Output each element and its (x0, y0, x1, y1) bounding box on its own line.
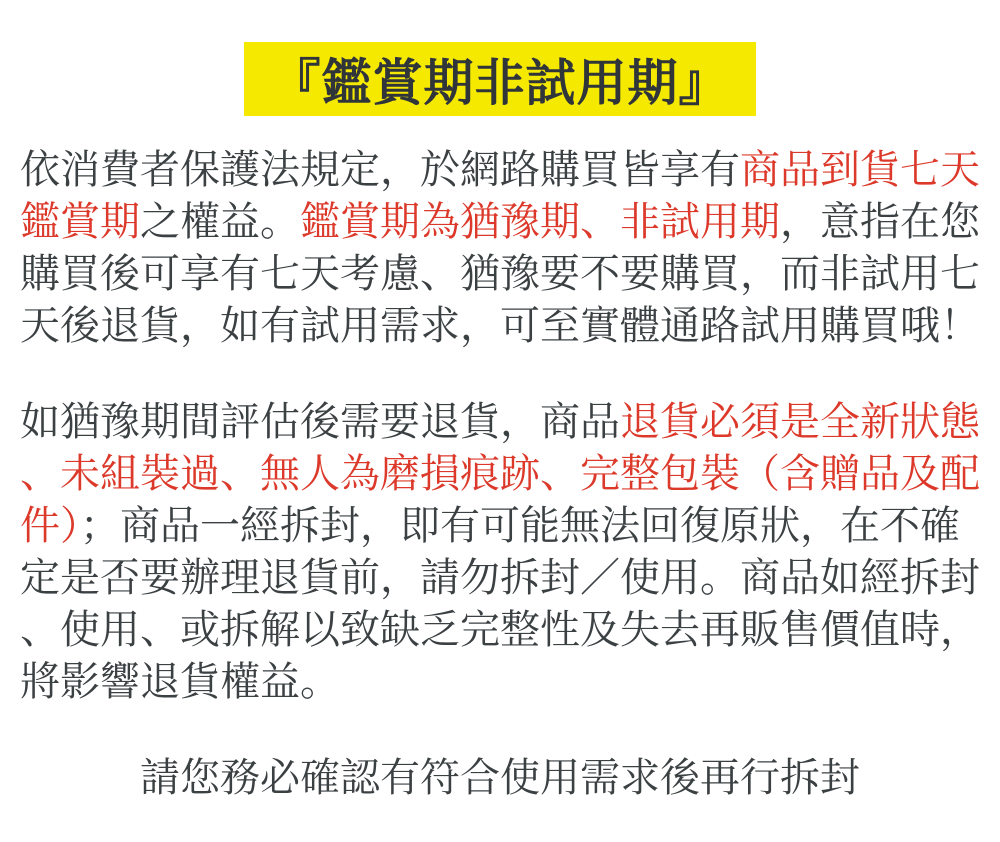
body-text-segment: 之權益。 (140, 200, 300, 244)
body-text-segment: 定是否要辦理退貨前，請勿拆封／使用。商品如經拆封 (20, 556, 980, 600)
page-title: 『鑑賞期非試用期』 (270, 55, 730, 111)
appreciation-period-notice (20, 144, 980, 352)
text-line (20, 500, 980, 552)
body-text-segment: 購買後可享有七天考慮、猶豫要不要購買，而非試用七 (20, 252, 980, 296)
highlighted-text-segment: 商品到貨七天 (740, 148, 980, 192)
highlighted-text-segment: 退貨必須是全新狀態 (620, 400, 980, 444)
notice-page (0, 42, 1000, 842)
title-banner (244, 42, 756, 116)
body-text-segment: ，意指在您 (780, 200, 980, 244)
body-text-segment: ；商品一經拆封，即有可能無法回復原狀，在不確 (80, 504, 960, 548)
return-conditions-notice (20, 396, 980, 708)
highlighted-text-segment: 件） (20, 504, 80, 548)
body-text-segment: 依消費者保護法規定，於網路購買皆享有 (20, 148, 740, 192)
text-line (20, 396, 980, 448)
text-line (20, 248, 980, 300)
highlighted-text-segment: 、未組裝過、無人為磨損痕跡、完整包裝（含贈品及配 (20, 452, 980, 496)
footer-note: 請您務必確認有符合使用需求後再行拆封 (140, 756, 860, 800)
text-line (20, 656, 980, 708)
text-line (20, 144, 980, 196)
body-text-segment: 如猶豫期間評估後需要退貨，商品 (20, 400, 620, 444)
text-line (20, 448, 980, 500)
highlighted-text-segment: 鑑賞期 (20, 200, 140, 244)
body-text-segment: 天後退貨，如有試用需求，可至實體通路試用購買哦！ (20, 304, 980, 348)
text-line (20, 552, 980, 604)
text-line (20, 604, 980, 656)
highlighted-text-segment: 鑑賞期為猶豫期、非試用期 (300, 200, 780, 244)
notice-body (20, 144, 980, 708)
text-line (20, 196, 980, 248)
text-line (20, 300, 980, 352)
body-text-segment: 將影響退貨權益。 (20, 660, 340, 704)
body-text-segment: 、使用、或拆解以致缺乏完整性及失去再販售價值時， (20, 608, 980, 652)
